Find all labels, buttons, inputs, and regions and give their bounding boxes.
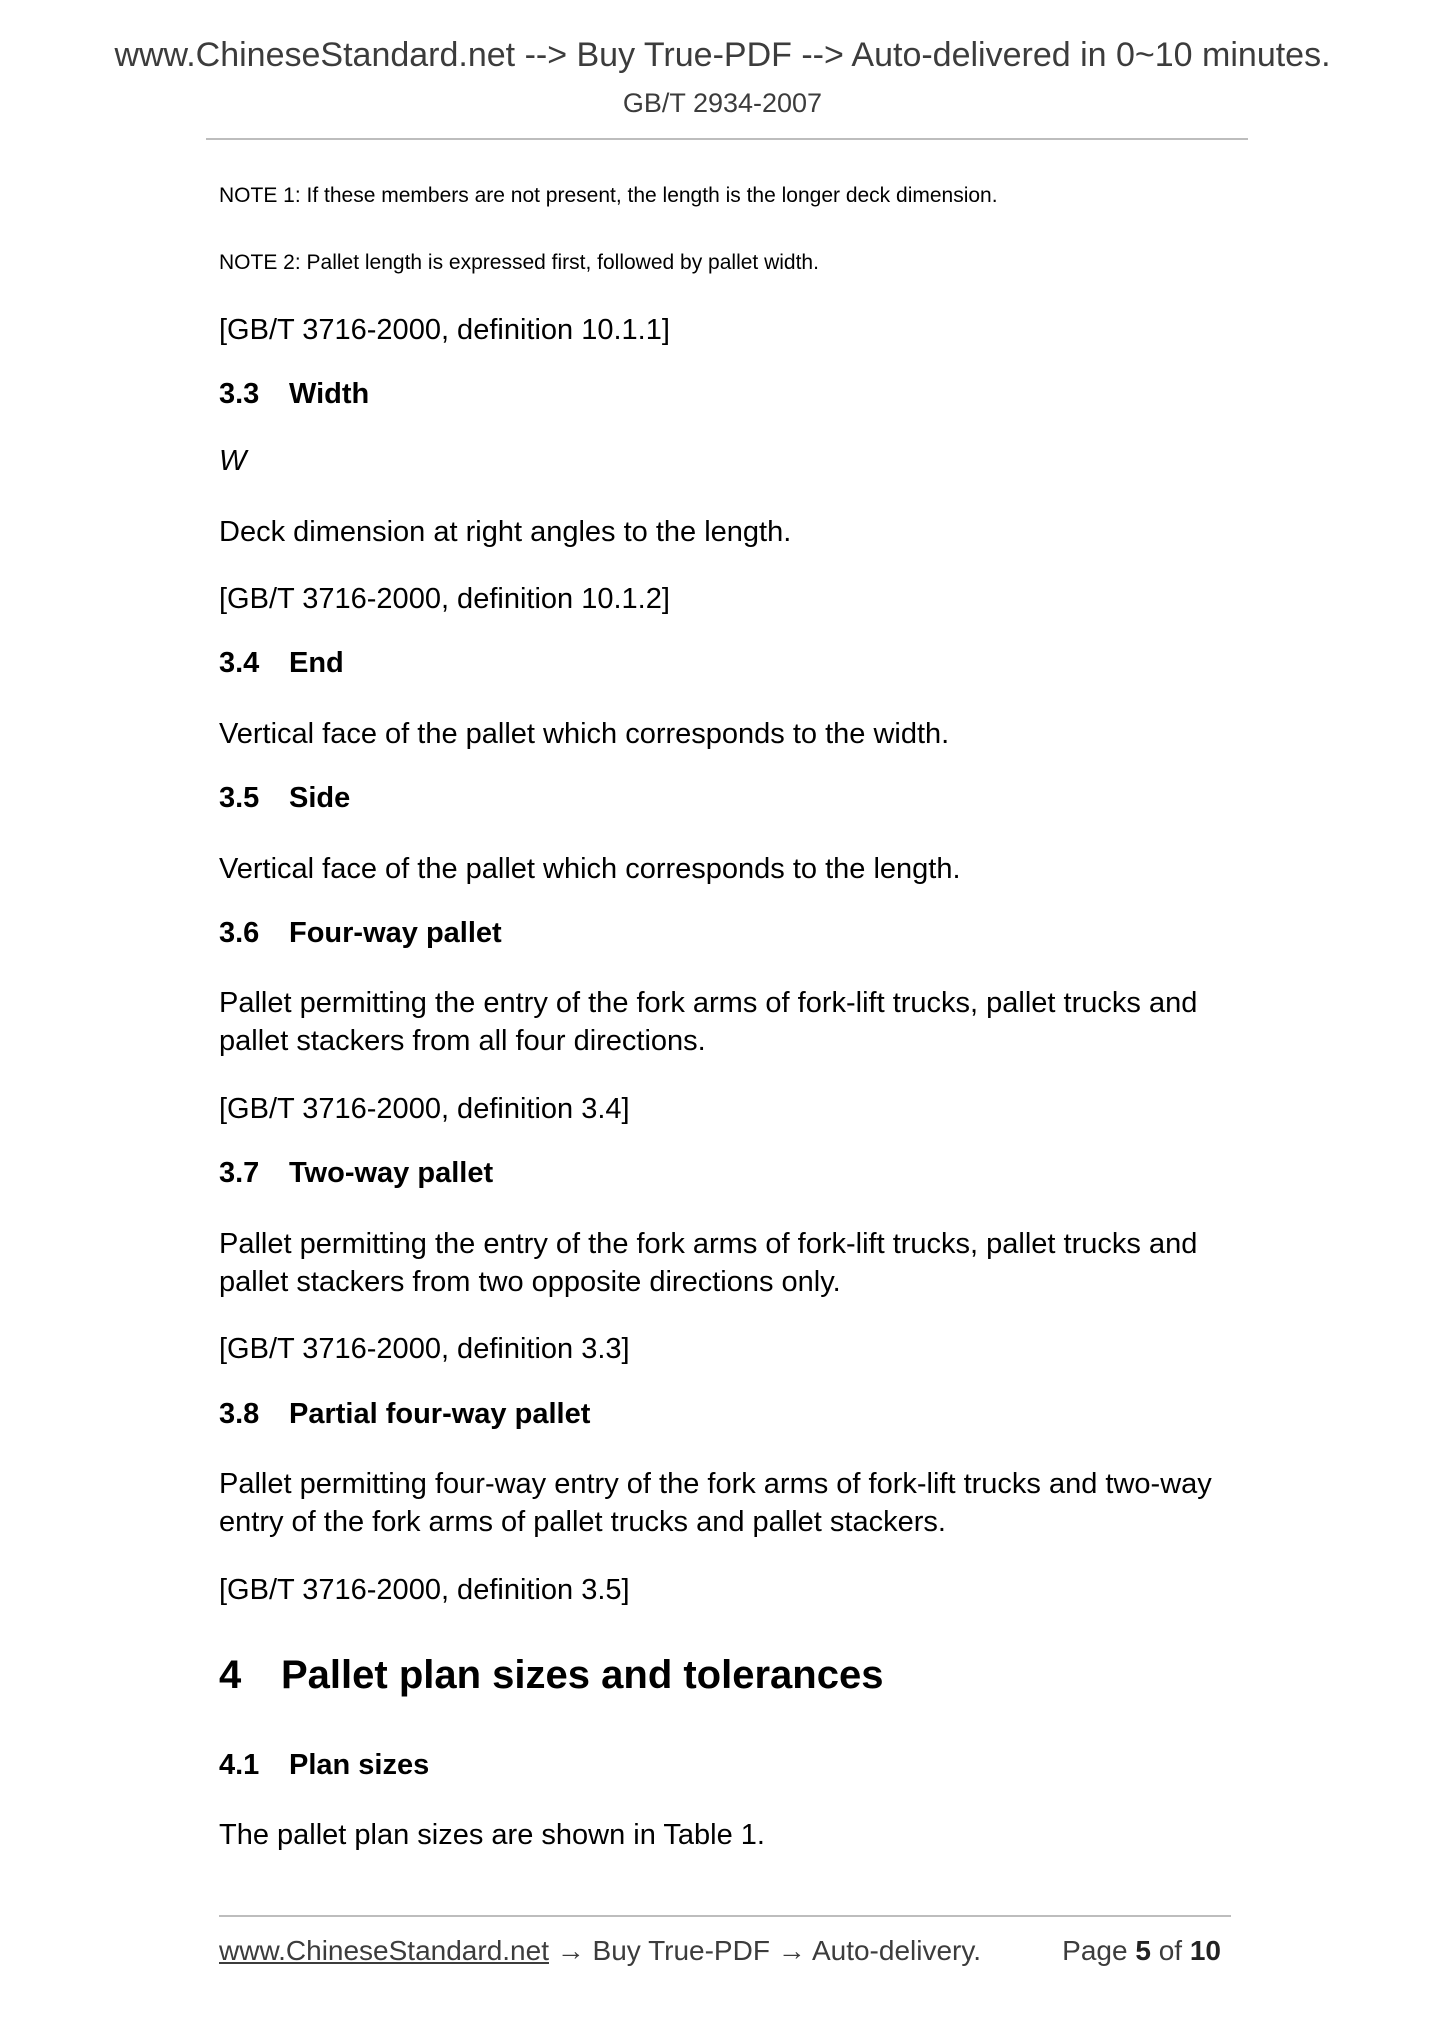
clause-4-1-heading [219, 1749, 429, 1782]
clause-3-6-reference: [GB/T 3716-2000, definition 3.4] [219, 1093, 630, 1125]
note-1: NOTE 1: If these members are not present, the length is the longer deck dimension. [219, 184, 998, 207]
clause-number: 3.7 [219, 1157, 260, 1189]
clause-3-5-heading [219, 782, 350, 815]
page-of-label: of [1158, 1935, 1183, 1966]
clause-number: 3.5 [219, 782, 260, 814]
clause-number: 3.3 [219, 378, 260, 410]
clause-title: Plan sizes [289, 1749, 430, 1781]
clause-3-4-definition: Vertical face of the pallet which corresponds to the width. [219, 718, 950, 750]
clause-title: Side [289, 782, 351, 814]
footer-site-link[interactable]: www.ChineseStandard.net [219, 1935, 549, 1966]
section-number: 4 [219, 1653, 242, 1697]
clause-3-8-definition-line-2: entry of the fork arms of pallet trucks and pallet stackers. [219, 1506, 946, 1538]
header-banner: www.ChineseStandard.net --> Buy True-PDF --> Auto-delivered in 0~10 minutes. [114, 36, 1331, 74]
reference-10-1-1: [GB/T 3716-2000, definition 10.1.1] [219, 314, 670, 346]
arrow-right-icon: → [777, 1935, 806, 1966]
note-2: NOTE 2: Pallet length is expressed first, followed by pallet width. [219, 251, 819, 274]
clause-3-3-reference: [GB/T 3716-2000, definition 10.1.2] [219, 583, 670, 615]
clause-number: 4.1 [219, 1749, 260, 1781]
clause-3-3-definition: Deck dimension at right angles to the length. [219, 516, 792, 548]
clause-3-3-heading [219, 378, 369, 411]
clause-3-7-definition-line-2: pallet stackers from two opposite directions only. [219, 1266, 841, 1298]
clause-title: End [289, 647, 344, 679]
clause-title: Four-way pallet [289, 917, 502, 949]
clause-title: Width [289, 378, 370, 410]
section-title: Pallet plan sizes and tolerances [281, 1653, 884, 1697]
footer-delivery-text: Auto-delivery. [811, 1935, 982, 1966]
clause-title: Partial four-way pallet [289, 1398, 591, 1430]
clause-3-7-definition-line-1: Pallet permitting the entry of the fork arms of fork-lift trucks, pallet trucks and [219, 1228, 1198, 1260]
clause-3-4-heading [219, 647, 344, 680]
header-divider [206, 138, 1248, 140]
page-indicator [1062, 1935, 1221, 1967]
page-current: 5 [1135, 1935, 1151, 1966]
footer-buy-text: Buy True-PDF [592, 1935, 770, 1966]
clause-number: 3.8 [219, 1398, 260, 1430]
footer-links [219, 1935, 981, 1967]
clause-3-7-reference: [GB/T 3716-2000, definition 3.3] [219, 1333, 630, 1365]
width-symbol: W [219, 445, 247, 477]
clause-3-8-reference: [GB/T 3716-2000, definition 3.5] [219, 1574, 630, 1606]
section-4-heading [219, 1653, 883, 1698]
clause-title: Two-way pallet [289, 1157, 494, 1189]
page-label: Page [1062, 1935, 1128, 1966]
clause-3-8-definition-line-1: Pallet permitting four-way entry of the fork arms of fork-lift trucks and two-way [219, 1468, 1212, 1500]
footer-divider [219, 1915, 1231, 1917]
clause-4-1-text: The pallet plan sizes are shown in Table 1. [219, 1819, 765, 1851]
clause-3-7-heading [219, 1157, 493, 1190]
clause-number: 3.4 [219, 647, 260, 679]
clause-3-6-definition-line-2: pallet stackers from all four directions. [219, 1025, 706, 1057]
clause-number: 3.6 [219, 917, 260, 949]
clause-3-6-definition-line-1: Pallet permitting the entry of the fork arms of fork-lift trucks, pallet trucks and [219, 987, 1198, 1019]
arrow-right-icon: → [556, 1935, 585, 1966]
clause-3-8-heading [219, 1398, 590, 1431]
clause-3-5-definition: Vertical face of the pallet which corresponds to the length. [219, 853, 961, 885]
standard-id: GB/T 2934-2007 [622, 88, 823, 118]
page-total: 10 [1189, 1935, 1221, 1966]
clause-3-6-heading [219, 917, 502, 950]
